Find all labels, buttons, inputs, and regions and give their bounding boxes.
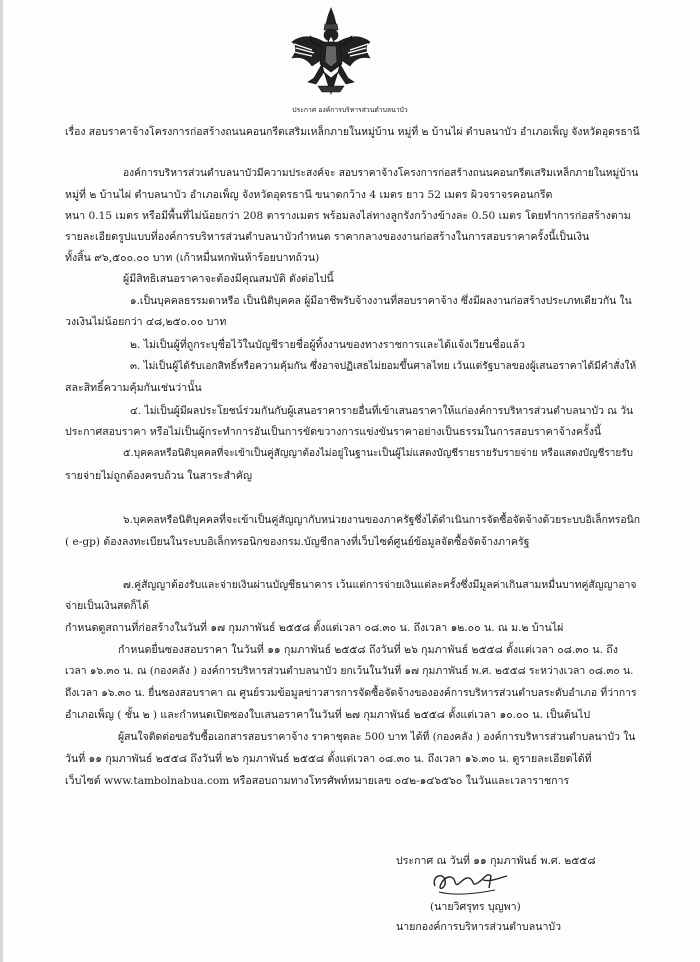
body-line: กำหนดยื่นซองสอบราคา ในวันที่ ๑๑ กุมภาพันธ์ ๒๕๕๘ ถึงวันที่ ๒๖ กุมภาพันธ์ ๒๕๕๘ ตั้งแต่เวลา ๐๘.๓๐ น. ถึง	[118, 644, 618, 656]
body-line: จ่ายเป็นเงินสดก็ได้	[65, 600, 149, 612]
body-line: หนา 0.15 เมตร หรือมีพื้นที่ไม่น้อยกว่า 208 ตารางเมตร พร้อมลงไล่ทางลูกรังกว้างข้างละ 0.50 เมตร โดยทำการก่อสร้างตาม	[65, 210, 631, 222]
body-line: เวลา ๑๖.๓๐ น. ณ (กองคลัง ) องค์การบริหารส่วนตำบลนาบัว ยกเว้นในวันที่ ๑๗ กุมภาพันธ์ พ.ศ. ๒๕๕๘ ระหว่างเวลา ๐๘.๓๐ น.	[65, 665, 634, 677]
signer-name: (นายวิศรุทร บุญพา)	[430, 901, 521, 913]
body-line: ๓. ไม่เป็นผู้ได้รับเอกสิทธิ์หรือความคุ้มกัน ซึ่งอาจปฏิเสธไม่ยอมขึ้นศาลไทย เว้นแต่รัฐบาลของผู้เสนอราคาได้มีคำสั่งให้	[130, 361, 637, 372]
body-line: รายละเอียดรูปแบบที่องค์การบริหารส่วนตำบลนาบัวกำหนด ราคากลางของงานก่อสร้างในการสอบราคาครั้งนี้เป็นเงิน	[65, 231, 590, 243]
garuda-emblem-icon	[288, 6, 374, 98]
body-line: รายจ่ายไม่ถูกต้องครบถ้วน ในสาระสำคัญ	[65, 470, 252, 482]
handwritten-signature	[425, 866, 515, 900]
body-line: กำหนดดูสถานที่ก่อสร้างในวันที่ ๑๗ กุมภาพันธ์ ๒๕๕๘ ตั้งแต่เวลา ๐๘.๓๐ น. ถึงเวลา ๑๒.๐๐ น. ณ ม.๒ บ้านไผ่	[65, 622, 564, 634]
announce-date: ประกาศ ณ วันที่ ๑๑ กุมภาพันธ์ พ.ศ. ๒๕๕๘	[396, 855, 596, 867]
body-line: วงเงินไม่น้อยกว่า ๔๘,๒๕๐.๐๐ บาท	[65, 316, 227, 328]
body-line: สละสิทธิ์ความคุ้มกันเช่นว่านั้น	[65, 382, 202, 394]
body-line: ประกาศสอบราคา หรือไม่เป็นผู้กระทำการอันเป็นการขัดขวางการแข่งขันราคาอย่างเป็นธรรมในการสอบราคาจ้างครั้งนี้	[65, 426, 602, 438]
body-line: ๗.คู่สัญญาต้องรับและจ่ายเงินผ่านบัญชีธนาคาร เว้นแต่การจ่ายเงินแต่ละครั้งซึ่งมีมูลค่าเกินสามหมื่นบาทคู่สัญญาอาจ	[123, 579, 637, 591]
body-line: ทั้งสิ้น ๙๖,๕๐๐.๐๐ บาท (เก้าหมื่นหกพันห้าร้อยบาทถ้วน)	[65, 252, 320, 264]
body-line: เว็บไซต์ www.tambolnabua.com หรือสอบถามทางโทรศัพท์หมายเลข ๐๔๒-๑๔๖๕๖๐ ในวันและเวลาราชการ	[65, 775, 570, 787]
body-line: ผู้สนใจติดต่อขอรับซื้อเอกสารสอบราคาจ้าง ราคาชุดละ 500 บาท ได้ที่ (กองคลัง ) องค์การบริหารส่วนตำบลนาบัว ใน	[118, 731, 636, 743]
announcement-title: ประกาศ องค์การบริหารส่วนตำบลนาบัว	[292, 106, 408, 114]
body-line: ( e-gp) ต้องลงทะเบียนในระบบอิเล็กทรอนิกของกรม.บัญชีกลางที่เว็บไซต์ศูนย์ข้อมูลจัดซื้อจัดจ้างภาครัฐ	[65, 536, 530, 548]
body-line: อำเภอเพ็ญ ( ชั้น ๒ ) และกำหนดเปิดซองใบเสนอราคาในวันที่ ๒๗ กุมภาพันธ์ ๒๕๕๘ ตั้งแต่เวลา ๑๐.๐๐ น. เป็นต้นไป	[65, 709, 591, 721]
announcement-subject: เรื่อง สอบราคาจ้างโครงการก่อสร้างถนนคอนกรีตเสริมเหล็กภายในหมู่บ้าน หมู่ที่ ๒ บ้านไผ่ ตำบลนาบัว อำเภอเพ็ญ จังหวัดอุดรธานี	[65, 126, 640, 138]
signer-position: นายกองค์การบริหารส่วนตำบลนาบัว	[396, 921, 562, 933]
body-line: ผู้มีสิทธิเสนอราคาจะต้องมีคุณสมบัติ ดังต่อไปนี้	[123, 273, 334, 285]
body-line: ๔. ไม่เป็นผู้มีผลประโยชน์ร่วมกันกับผู้เสนอราคารายอื่นที่เข้าเสนอราคาให้แก่องค์การบริหารส่วนตำบลนาบัว ณ วัน	[130, 405, 634, 417]
body-line: ๒. ไม่เป็นผู้ที่ถูกระบุชื่อไว้ในบัญชีรายชื่อผู้ทิ้งงานของทางราชการและได้แจ้งเวียนชื่อแล้ว	[130, 339, 526, 351]
body-line: ๕.บุคคลหรือนิติบุคคลที่จะเข้าเป็นคู่สัญญาต้องไม่อยู่ในฐานะเป็นผู้ไม่แสดงบัญชีรายรายรับรายจ่าย หรือแสดงบัญชีรายรับ	[123, 448, 633, 459]
body-line: ๑.เป็นบุคคลธรรมดาหรือ เป็นนิติบุคคล ผู้มีอาชีพรับจ้างงานที่สอบราคาจ้าง ซึ่งมีผลงานก่อสร้างประเภทเดียวกัน ใน	[130, 295, 632, 307]
scan-edge	[0, 0, 3, 962]
body-line: วันที่ ๑๑ กุมภาพันธ์ ๒๕๕๘ ถึงวันที่ ๒๖ กุมภาพันธ์ ๒๕๕๘ ตั้งแต่เวลา ๐๘.๓๐ น. ถึงเวลา ๑๖.๓๐ น. ดูรายละเอียดได้ที่	[65, 753, 592, 765]
body-line: ๖.บุคคลหรือนิติบุคคลที่จะเข้าเป็นคู่สัญญากับหน่วยงานของภาครัฐซึ่งได้ดำเนินการจัดซื้อจัดจ้างด้วยระบบอิเล็กทรอนิก	[123, 514, 641, 526]
body-line: ถึงเวลา ๑๖.๓๐ น. ยื่นซองสอบราคา ณ ศูนย์รวมข้อมูลข่าวสารการจัดซื้อจัดจ้างขององค์การบริหารส่วนตำบลระดับอำเภอ ที่ว่าการ	[65, 687, 637, 699]
body-line: หมู่ที่ ๒ บ้านไผ่ ตำบลนาบัว อำเภอเพ็ญ จังหวัดอุดรธานี ขนาดกว้าง 4 เมตร ยาว 52 เมตร ผิวจราจรคอนกรีต	[65, 189, 553, 201]
body-line: องค์การบริหารส่วนตำบลนาบัวมีความประสงค์จะ สอบราคาจ้างโครงการก่อสร้างถนนคอนกรีตเสริมเหล็กภายในหมู่บ้าน	[123, 168, 639, 179]
